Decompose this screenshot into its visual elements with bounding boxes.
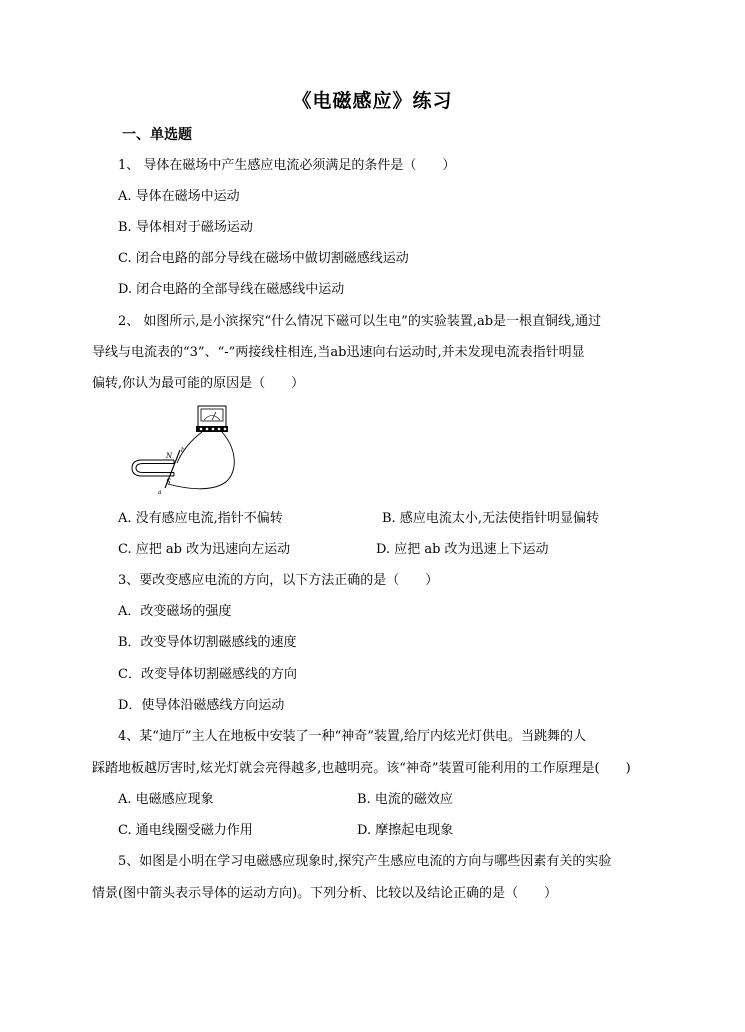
question-4-stem-line-1: 4、某“迪厅”主人在地板中安装了一种“神奇”装置,给厅内炫光灯供电。当跳舞的人 <box>118 729 586 744</box>
question-1-stem: 1、 导体在磁场中产生感应电流必须满足的条件是（ ） <box>118 158 456 173</box>
question-5-stem-line-1: 5、如图是小明在学习电磁感应现象时,探究产生感应电流的方向与哪些因素有关的实验 <box>118 854 612 869</box>
question-2-option-b: B. 感应电流太小,无法使指针明显偏转 <box>382 511 599 526</box>
question-2-option-c: C. 应把 ab 改为迅速向左运动 <box>118 542 291 557</box>
figure-label-a: a <box>158 489 162 496</box>
question-4-option-a: A. 电磁感应现象 <box>118 792 214 807</box>
question-2-option-d: D. 应把 ab 改为迅速上下运动 <box>376 542 549 557</box>
figure-label-b: b <box>181 447 185 454</box>
horseshoe-magnet-icon <box>132 460 174 476</box>
question-2-stem-line-3: 偏转,你认为最可能的原因是（ ） <box>92 376 305 391</box>
galvanometer-icon <box>196 406 228 432</box>
question-3-stem: 3、要改变感应电流的方向，以下方法正确的是（ ） <box>118 573 439 588</box>
question-1-option-d: D. 闭合电路的全部导线在磁感线中运动 <box>118 282 345 297</box>
question-2-stem-line-2: 导线与电流表的“3”、“-”两接线柱相连,当ab迅速向右运动时,并未发现电流表指针明显 <box>92 345 585 360</box>
question-3-option-a: A．改变磁场的强度 <box>118 604 232 619</box>
experiment-figure <box>130 400 250 496</box>
question-2-stem-line-1: 2、 如图所示,是小滨探究“什么情况下磁可以生电”的实验装置,ab是一根直铜线,通过 <box>118 314 602 329</box>
question-5-stem-line-2: 情景(图中箭头表示导体的运动方向)。下列分析、比较以及结论正确的是（ ） <box>92 886 558 901</box>
question-3-option-c: C．改变导体切割磁感线的方向 <box>118 667 297 682</box>
question-1-option-a: A. 导体在磁场中运动 <box>118 189 240 204</box>
question-4-option-c: C. 通电线圈受磁力作用 <box>118 823 253 838</box>
figure-label-n: N <box>166 452 173 460</box>
page-title: 《电磁感应》练习 <box>292 90 453 112</box>
question-4-option-d: D. 摩擦起电现象 <box>357 823 454 838</box>
question-1-option-b: B. 导体相对于磁场运动 <box>118 220 253 235</box>
question-3-option-b: B．改变导体切割磁感线的速度 <box>118 635 297 650</box>
question-1-option-c: C. 闭合电路的部分导线在磁场中做切割磁感线运动 <box>118 251 409 266</box>
question-4-option-b: B. 电流的磁效应 <box>357 792 453 807</box>
question-2-option-a: A. 没有感应电流,指针不偏转 <box>118 511 283 526</box>
question-3-option-d: D．使导体沿磁感线方向运动 <box>118 698 285 713</box>
question-4-stem-line-2: 踩踏地板越厉害时,炫光灯就会亮得越多,也越明亮。该“神奇”装置可能利用的工作原理是( ) <box>92 761 631 776</box>
figure-label-s: S <box>166 478 171 486</box>
section-heading: 一、单选题 <box>122 127 192 143</box>
